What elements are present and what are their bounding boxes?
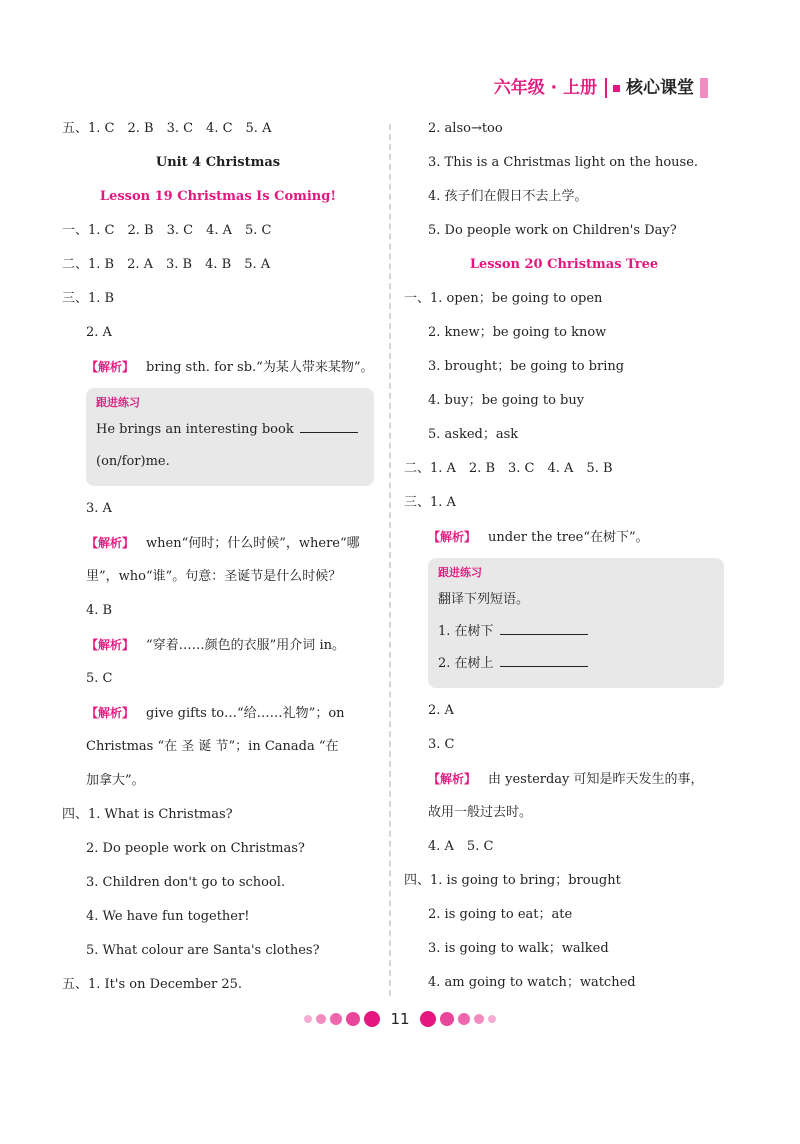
- left-column: [62, 112, 374, 1002]
- analysis-line: 加拿大”。: [86, 773, 145, 788]
- column-divider: [389, 124, 391, 996]
- analysis-line: 里”，who“谁”。句意：圣诞节是什么时候？: [86, 569, 342, 584]
- analysis-text: 由 yesterday 可知是昨天发生的事，: [488, 772, 704, 787]
- footer-dot-icon: [304, 1015, 312, 1023]
- footer-dot-icon: [330, 1013, 342, 1025]
- footer-dot-icon: [364, 1011, 380, 1027]
- fill-blank: [500, 620, 588, 635]
- analysis-text: under the tree“在树下”。: [488, 530, 649, 545]
- header-bar-icon: [700, 78, 708, 98]
- practice-box: [428, 558, 724, 688]
- footer-dot-icon: [316, 1014, 326, 1024]
- analysis-label: 【解析】: [86, 360, 135, 374]
- analysis-label: 【解析】: [86, 536, 135, 550]
- practice-line: [438, 616, 714, 648]
- answer-line: 4. We have fun together!: [86, 909, 250, 924]
- answer-line: 2. A: [86, 325, 112, 340]
- answer-line: 2. A: [428, 703, 454, 718]
- analysis-text: when“何时；什么时候”，where“哪: [146, 536, 360, 551]
- analysis-label: 【解析】: [86, 638, 135, 652]
- answer-line: 3. is going to walk；walked: [428, 941, 609, 956]
- answer-line: 4. 孩子们在假日不去上学。: [428, 189, 588, 204]
- footer-dot-icon: [346, 1012, 360, 1026]
- right-column: [404, 112, 724, 1000]
- answer-line: 五、1. It's on December 25.: [62, 977, 243, 992]
- answer-line: 三、1. A: [404, 495, 456, 510]
- unit-title: Unit 4 Christmas: [155, 155, 281, 170]
- answer-line: 5. C: [86, 671, 113, 686]
- answer-line: 4. A 5. C: [428, 839, 494, 854]
- answer-line: 3. Children don't go to school.: [86, 875, 286, 890]
- answer-line: 一、1. open；be going to open: [404, 291, 603, 306]
- analysis-label: 【解析】: [428, 772, 477, 786]
- practice-line: [96, 414, 364, 446]
- page-footer: [0, 1010, 800, 1028]
- page-header: [494, 76, 708, 100]
- header-square-icon: [613, 85, 620, 92]
- analysis-line: [404, 762, 724, 796]
- analysis-text: “穿着……颜色的衣服”用介词 in。: [146, 638, 345, 653]
- analysis-line: 故用一般过去时。: [428, 805, 533, 820]
- answer-line: 5. What colour are Santa's clothes?: [86, 943, 320, 958]
- practice-line: (on/for)me.: [96, 454, 170, 469]
- page-number: 11: [390, 1010, 410, 1028]
- analysis-label: 【解析】: [86, 706, 135, 720]
- footer-dot-icon: [420, 1011, 436, 1027]
- answer-line: 3. A: [86, 501, 112, 516]
- answer-line: 5. Do people work on Children's Day?: [428, 223, 677, 238]
- practice-text: He brings an interesting book: [96, 422, 294, 437]
- answer-line: 2. is going to eat；ate: [428, 907, 573, 922]
- analysis-line: Christmas “在 圣 诞 节”；in Canada “在: [86, 739, 339, 754]
- grade-label: 六年级 · 上册: [493, 78, 597, 98]
- practice-line: [438, 648, 714, 680]
- fill-blank: [500, 652, 588, 667]
- answer-line: 4. buy；be going to buy: [428, 393, 585, 408]
- practice-title: 跟进练习: [438, 566, 482, 579]
- answer-line: 三、1. B: [62, 291, 115, 306]
- answer-line: 5. asked；ask: [428, 427, 519, 442]
- fill-blank: [300, 418, 358, 433]
- answer-line: 二、1. A 2. B 3. C 4. A 5. B: [404, 461, 613, 476]
- footer-dot-icon: [440, 1012, 454, 1026]
- analysis-text: give gifts to…“给……礼物”；on: [146, 706, 345, 721]
- answer-line: 3. C: [428, 737, 455, 752]
- answer-line: 一、1. C 2. B 3. C 4. A 5. C: [62, 223, 272, 238]
- header-title: 核心课堂: [626, 78, 694, 98]
- footer-dot-icon: [488, 1015, 496, 1023]
- answer-line: 2. knew；be going to know: [428, 325, 607, 340]
- answer-line: 3. brought；be going to bring: [428, 359, 625, 374]
- answer-line: 二、1. B 2. A 3. B 4. B 5. A: [62, 257, 271, 272]
- analysis-label: 【解析】: [428, 530, 477, 544]
- answer-line: 2. also→too: [428, 121, 503, 136]
- answer-line: 四、1. What is Christmas?: [62, 807, 233, 822]
- answer-line: 2. Do people work on Christmas?: [86, 841, 305, 856]
- practice-text: 2. 在树上: [438, 656, 494, 671]
- practice-line: 翻译下列短语。: [438, 592, 530, 607]
- answer-line: 3. This is a Christmas light on the house.: [428, 155, 699, 170]
- answer-line: 4. am going to watch；watched: [428, 975, 636, 990]
- footer-dot-icon: [458, 1013, 470, 1025]
- answer-line: 4. B: [86, 603, 113, 618]
- lesson-title: Lesson 20 Christmas Tree: [469, 257, 659, 272]
- footer-dot-icon: [474, 1014, 484, 1024]
- analysis-text: bring sth. for sb.“为某人带来某物”。: [146, 360, 374, 375]
- analysis-line: [62, 696, 374, 730]
- answer-line: 五、1. C 2. B 3. C 4. C 5. A: [62, 121, 272, 136]
- analysis-line: [62, 350, 374, 384]
- header-separator: [605, 78, 607, 98]
- lesson-title: Lesson 19 Christmas Is Coming!: [99, 189, 337, 204]
- analysis-line: [404, 520, 724, 554]
- practice-box: [86, 388, 374, 486]
- analysis-line: [62, 526, 374, 560]
- practice-text: 1. 在树下: [438, 624, 494, 639]
- answer-line: 四、1. is going to bring；brought: [404, 873, 621, 888]
- practice-title: 跟进练习: [96, 396, 140, 409]
- analysis-line: [62, 628, 374, 662]
